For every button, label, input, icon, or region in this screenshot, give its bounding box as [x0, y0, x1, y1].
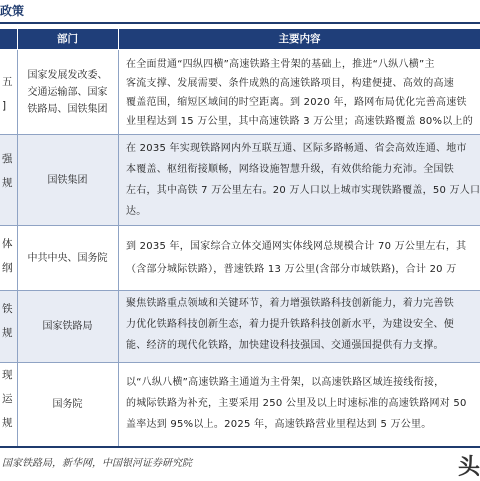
content-cell: 到 2035 年，国家综合立体交通网实体线网总规模合计 70 万公里左右，其 （含部分城际铁路），普速铁路 13 万公里(含部分市域铁路)，合计 20 万 [126, 241, 467, 275]
table-row [0, 363, 480, 445]
table-row [0, 226, 480, 290]
table-row [0, 135, 480, 225]
row-label: 铁 规 [2, 303, 13, 339]
column-divider [17, 50, 18, 446]
content-cell: 在全面贯通“四纵四横”高速铁路主骨架的基础上，推进“八纵八横”主 客流支撑、发展需要、条件成熟的高速铁路项目，构建便捷、高效的高速 覆盖范围，缩短区域间的时空距离。到 2020 年，路网布局优化完善高速铁 业里程达到 15 万公里，其中高速铁路 3 万公里；高速铁路覆盖 80%以上的 [126, 59, 473, 127]
table-header [0, 29, 480, 49]
table-row [0, 291, 480, 362]
department-cell: 国务院 [52, 398, 83, 410]
header-department: 部门 [57, 33, 78, 45]
table-row [0, 50, 480, 134]
content-cell: 以“八纵八横”高速铁路主通道为主骨架，以高速铁路区域连接线衔接， 的城际铁路为补充，主要采用 250 公里及以上时速标准的高速铁路网对 50 盖率达到 95%以上。2025 年，高速铁路营业里程达到 5 万公里。 [126, 377, 467, 430]
department-cell: 国家发展发改委、交通运输部、国家铁路局、国铁集团 [27, 69, 108, 115]
header-content: 主要内容 [278, 33, 321, 45]
table-heading: 政策 [0, 4, 25, 18]
department-cell: 国铁集团 [47, 174, 88, 186]
department-cell: 国家铁路局 [42, 321, 93, 332]
row-label: 现 运 规 [2, 369, 13, 429]
table-bottom-rule [0, 446, 480, 448]
content-cell: 在 2035 年实现铁路网内外互联互通、区际多路畅通、省会高效连通、地市 本覆盖、枢纽衔接顺畅，网络设施智慧升级，有效供给能力充沛。全国铁 左右，其中高铁 7 万公里左右。20 万人口以上城市实现铁路覆盖，50 万人口 达。 [126, 143, 480, 217]
column-divider [118, 50, 119, 446]
row-label: 强 规 [2, 153, 13, 189]
department-cell: 中共中央、国务院 [27, 252, 108, 264]
heading-rule [0, 22, 480, 24]
row-label: 五 ] [2, 76, 13, 112]
watermark-logo: 头 [458, 455, 480, 480]
content-cell: 聚焦铁路重点领域和关键环节，着力增强铁路科技创新能力，着力完善铁 力优化铁路科技创新生态，着力提升铁路科技创新水平，为建设安全、便 能、经济的现代化铁路，加快建设科技强国、交通强国提供有力支撑。 [126, 298, 454, 351]
row-label: 体 纲 [2, 238, 13, 274]
source-note: 国家铁路局，新华网，中国银河证券研究院 [2, 458, 192, 469]
